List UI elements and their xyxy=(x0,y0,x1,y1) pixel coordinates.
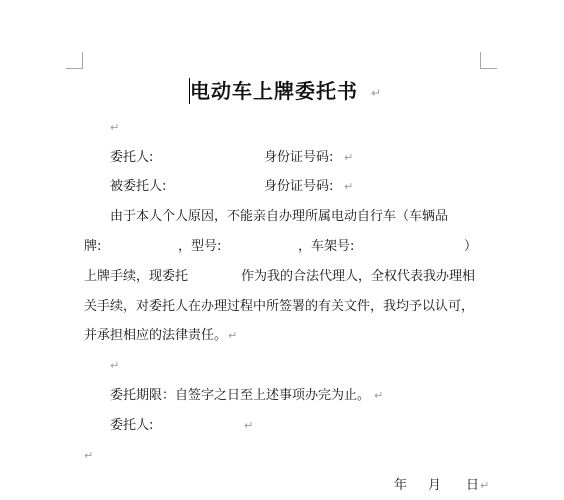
body-text: 关手续，对委托人在办理过程中所签署的有关文件，我均予以认可， xyxy=(84,299,475,314)
brand-label: 牌: xyxy=(84,239,102,254)
body-text: 由于本人个人原因，不能亲自办理所属电动自行车（车辆品 xyxy=(110,209,449,224)
principal-id-label: 身份证号码: xyxy=(264,150,334,165)
margin-corner-top-left xyxy=(66,52,83,69)
body-line-1 xyxy=(0,207,564,227)
paragraph-mark-icon: ↵ xyxy=(244,419,254,432)
margin-corner-top-right xyxy=(480,52,497,69)
date-day: 日 xyxy=(466,478,480,493)
document-title[interactable]: 电动车上牌委托书 xyxy=(190,79,358,103)
period-line xyxy=(0,386,564,406)
paragraph-mark-icon: ↵ xyxy=(110,359,120,372)
agent-label: 被委托人: xyxy=(110,179,167,194)
body-text: 上牌手续，现委托 xyxy=(84,269,189,284)
body-text: 并承担相应的法律责任。 xyxy=(84,328,228,343)
signature-label: 委托人: xyxy=(110,418,154,433)
period-text: 委托期限：自签字之日至上述事项办完为止。 xyxy=(110,388,371,403)
body-line-2 xyxy=(0,237,564,257)
principal-label: 委托人: xyxy=(110,150,154,165)
date-year: 年 xyxy=(394,478,408,493)
empty-paragraph xyxy=(0,446,564,466)
paragraph-mark-icon: ↵ xyxy=(344,151,354,164)
paragraph-mark-icon: ↵ xyxy=(84,449,94,462)
agent-line xyxy=(0,177,564,197)
agent-id-label: 身份证号码: xyxy=(264,179,334,194)
model-label: ，型号: xyxy=(178,239,222,254)
body-line-4 xyxy=(0,297,564,317)
paragraph-mark-icon: ↵ xyxy=(344,180,354,193)
body-text: 作为我的合法代理人，全权代表我办理相 xyxy=(241,269,476,284)
body-line-3 xyxy=(0,267,564,287)
paragraph-mark-icon: ↵ xyxy=(374,389,384,402)
empty-paragraph xyxy=(0,356,564,376)
date-line xyxy=(0,476,564,496)
paragraph-mark-icon: ↵ xyxy=(480,479,490,492)
signature-line xyxy=(0,416,564,436)
body-line-5 xyxy=(0,326,564,346)
paragraph-mark-icon: ↵ xyxy=(110,121,120,134)
principal-line xyxy=(0,148,564,168)
empty-paragraph xyxy=(0,118,564,138)
frame-number-label: ，车架号: xyxy=(298,239,355,254)
paragraph-mark-icon: ↵ xyxy=(228,329,238,342)
paragraph-mark-icon: ↵ xyxy=(371,86,382,100)
closing-parenthesis: ） xyxy=(464,239,478,254)
date-month: 月 xyxy=(428,478,442,493)
